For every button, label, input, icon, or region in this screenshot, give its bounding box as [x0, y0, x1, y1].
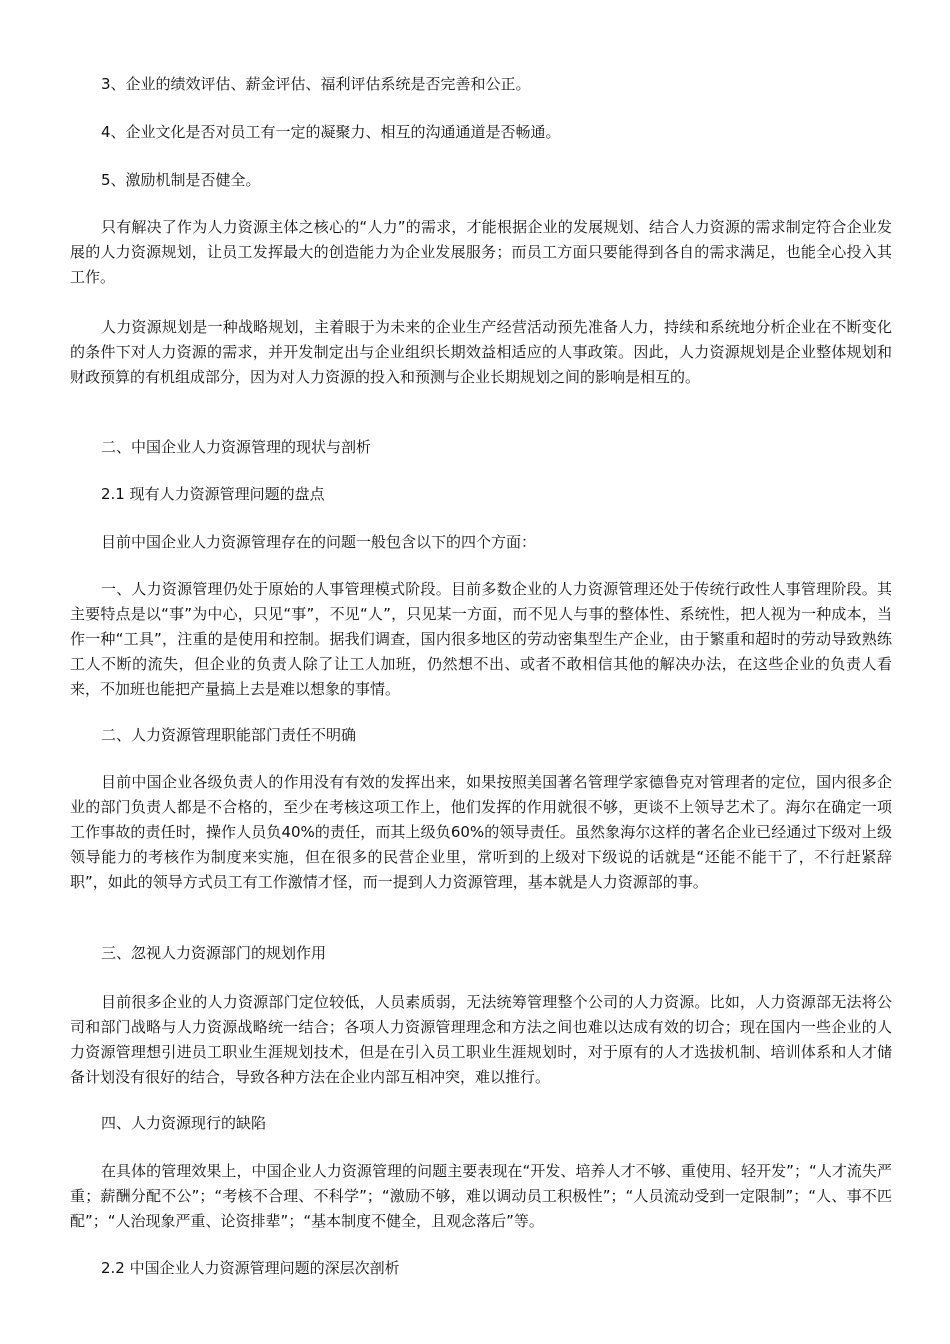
subsection-heading: 2.2 中国企业人力资源管理问题的深层次剖析 — [101, 1259, 400, 1277]
body-paragraph: 只有解决了作为人力资源主体之核心的“人力”的需求，才能根据企业的发展规划、结合人力资源的需求制定符合企业发展的人力资源规划，让员工发挥最大的创造能力为企业发展服务；而员工方面只要能得到各自的需求满足，也能全心投入其工作。 — [70, 218, 892, 286]
list-item-3: 3、企业的绩效评估、薪金评估、福利评估系统是否完善和公正。 — [101, 75, 531, 93]
body-paragraph: 一、人力资源管理仍处于原始的人事管理模式阶段。目前多数企业的人力资源管理还处于传统行政性人事管理阶段。其主要特点是以“事”为中心，只见“事”，不见“人”，只见某一方面，而不见人与事的整体性、系统性，把人视为一种成本，当作一种“工具”，注重的是使用和控制。据我们调查，国内很多地区的劳动密集型生产企业，由于繁重和超时的劳动导致熟练工人不断的流失，但企业的负责人除了让工人加班，仍然想不出、或者不敢相信其他的解决办法，在这些企业的负责人看来，不加班也能把产量搞上去是难以想象的事情。 — [70, 580, 892, 698]
body-paragraph: 在具体的管理效果上，中国企业人力资源管理的问题主要表现在“开发、培养人才不够、重使用、轻开发”；“人才流失严重；薪酬分配不公”；“考核不合理、不科学”；“激励不够，难以调动员工积极性”；“人员流动受到一定限制”；“人、事不匹配”；“人治现象严重、论资排辈”；“基本制度不健全，且观念落后”等。 — [70, 1162, 892, 1230]
body-paragraph: 人力资源规划是一种战略规划，主着眼于为未来的企业生产经营活动预先准备人力，持续和系统地分析企业在不断变化的条件下对人力资源的需求，并开发制定出与企业组织长期效益相适应的人事政策。因此，人力资源规划是企业整体规划和财政预算的有机组成部分，因为对人力资源的投入和预测与企业长期规划之间的影响是相互的。 — [70, 318, 892, 386]
section-heading: 三、忽视人力资源部门的规划作用 — [101, 944, 327, 962]
section-heading: 二、中国企业人力资源管理的现状与剖析 — [101, 438, 372, 456]
list-item-5: 5、激励机制是否健全。 — [101, 171, 261, 189]
body-paragraph: 目前中国企业各级负责人的作用没有有效的发挥出来，如果按照美国著名管理学家德鲁克对管理者的定位，国内很多企业的部门负责人都是不合格的，至少在考核这项工作上，他们发挥的作用就很不够，更谈不上领导艺术了。海尔在确定一项工作事故的责任时，操作人员负40%的责任，而其上级负60%的领导责任。虽然象海尔这样的著名企业已经通过下级对上级领导能力的考核作为制度来实施，但在很多的民营企业里，常听到的上级对下级说的话就是“还能不能干了，不行赶紧辞职”，如此的领导方式员工有工作激情才怪，而一提到人力资源管理，基本就是人力资源部的事。 — [70, 773, 892, 891]
section-heading: 四、人力资源现行的缺陷 — [101, 1114, 267, 1132]
body-paragraph: 目前中国企业人力资源管理存在的问题一般包含以下的四个方面： — [101, 533, 537, 551]
list-item-4: 4、企业文化是否对员工有一定的凝聚力、相互的沟通通道是否畅通。 — [101, 123, 561, 141]
subsection-heading: 2.1 现有人力资源管理问题的盘点 — [101, 485, 325, 503]
section-heading: 二、人力资源管理职能部门责任不明确 — [101, 726, 357, 744]
body-paragraph: 目前很多企业的人力资源部门定位较低，人员素质弱，无法统筹管理整个公司的人力资源。比如，人力资源部无法将公司和部门战略与人力资源战略统一结合；各项人力资源管理理念和方法之间也难以达成有效的切合；现在国内一些企业的人力资源管理想引进员工职业生涯规划技术，但是在引入员工职业生涯规划时，对于原有的人才选拔机制、培训体系和人才储备计划没有很好的结合，导致各种方法在企业内部互相冲突，难以推行。 — [70, 993, 892, 1086]
